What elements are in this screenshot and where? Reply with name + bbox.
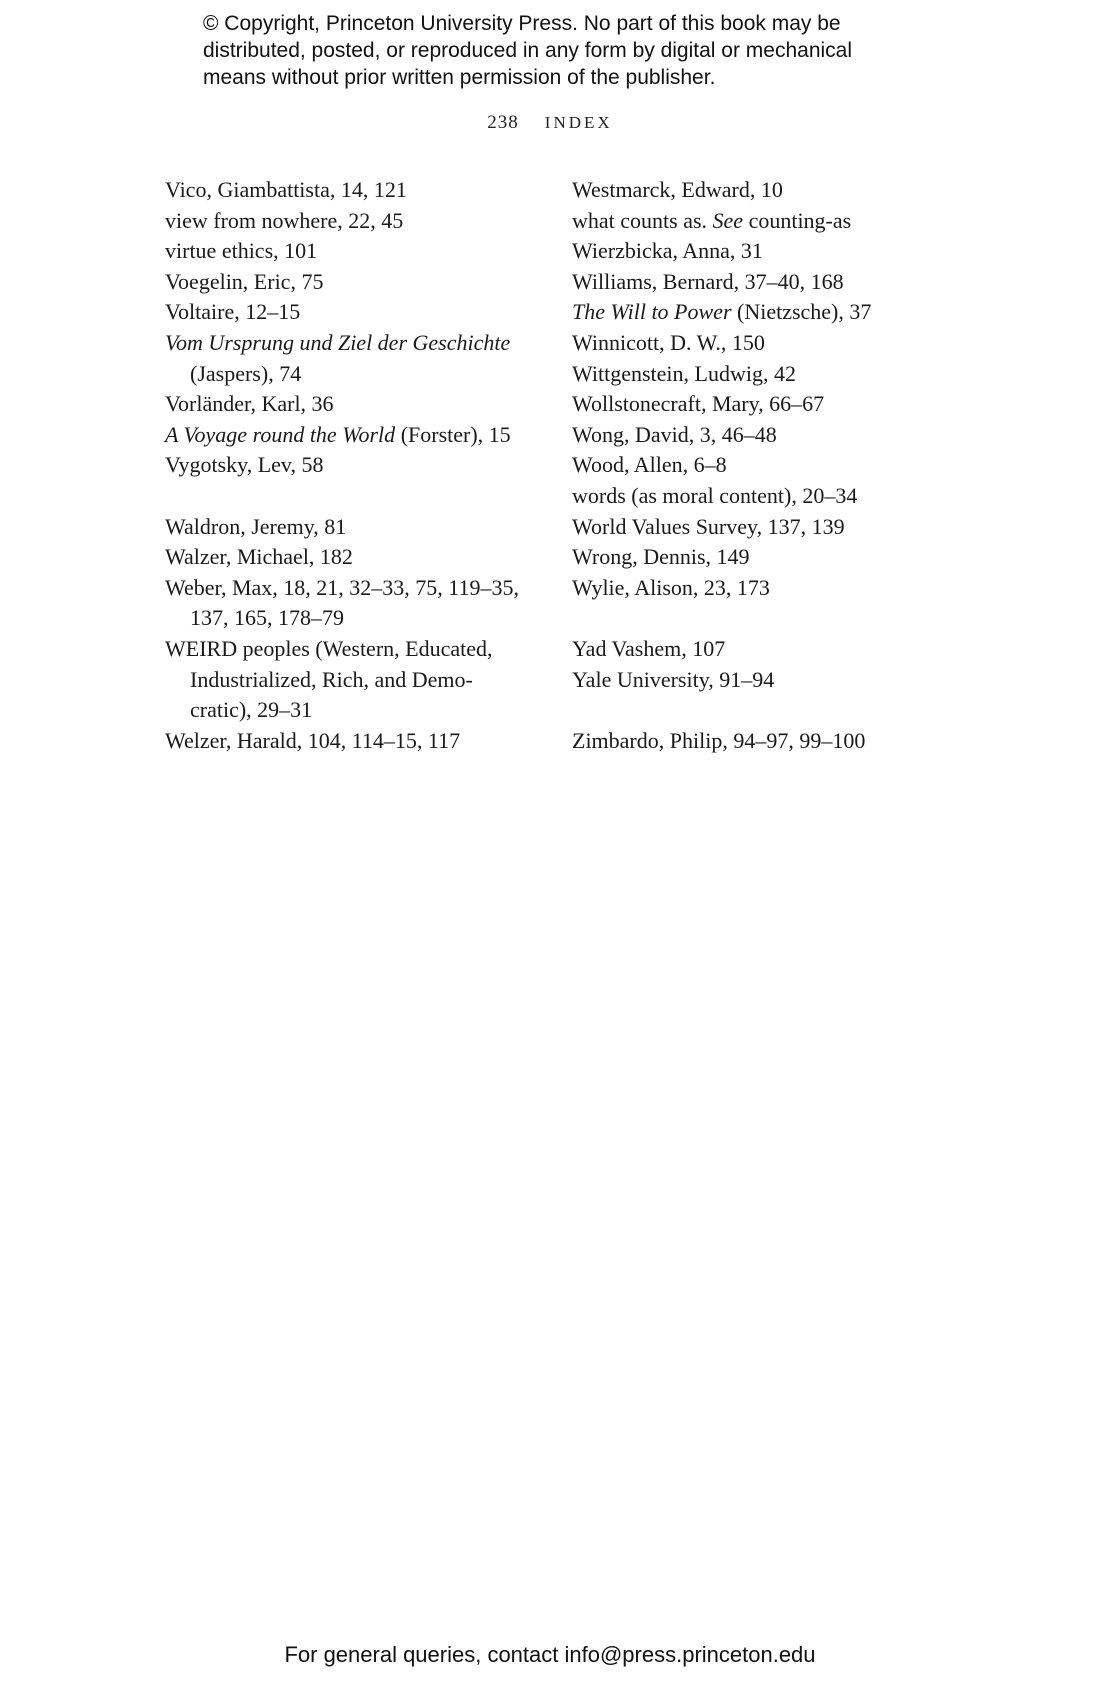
index-entry <box>572 297 952 328</box>
index-entry: Wierzbicka, Anna, 31 <box>572 238 763 264</box>
index-entry: Williams, Bernard, 37–40, 168 <box>572 268 844 294</box>
copyright-notice <box>203 10 923 91</box>
index-entry: Yad Vashem, 107 <box>572 635 726 661</box>
index-entry: Walzer, Michael, 182 <box>165 544 353 570</box>
index-entry: virtue ethics, 101 <box>165 238 318 264</box>
section-title: INDEX <box>544 113 613 132</box>
index-entry: Wood, Allen, 6–8 <box>572 452 727 478</box>
index-entry-continuation: Industrialized, Rich, and Demo- <box>190 666 473 692</box>
index-entry-title: The Will to Power <box>572 299 732 325</box>
see-reference: See <box>712 207 744 233</box>
index-entry: view from nowhere, 22, 45 <box>165 207 404 233</box>
index-entry: Weber, Max, 18, 21, 32–33, 75, 119–35, <box>165 574 519 600</box>
index-entry: Westmarck, Edward, 10 <box>572 177 783 202</box>
index-entry: WEIRD peoples (Western, Educated, <box>165 635 493 661</box>
index-entry: Waldron, Jeremy, 81 <box>165 513 347 539</box>
index-entry: words (as moral content), 20–34 <box>572 482 858 508</box>
index-entry-text: counting-as <box>743 207 852 233</box>
index-entry: Wylie, Alison, 23, 173 <box>572 574 770 600</box>
running-head <box>0 112 1100 134</box>
index-entry: Welzer, Harald, 104, 114–15, 117 <box>165 727 461 753</box>
index-entry-text: what counts as. <box>572 207 713 233</box>
index-entry: Wrong, Dennis, 149 <box>572 544 750 570</box>
copyright-line: means without prior written permission of the publisher. <box>203 66 716 89</box>
index-entry: Winnicott, D. W., 150 <box>572 329 765 355</box>
letter-group-gap <box>572 695 952 726</box>
letter-group-gap <box>165 481 540 512</box>
index-entry: World Values Survey, 137, 139 <box>572 513 845 539</box>
index-entry: Wong, David, 3, 46–48 <box>572 421 777 447</box>
letter-group-gap <box>572 603 952 634</box>
index-entry: Zimbardo, Philip, 94–97, 99–100 <box>572 727 866 753</box>
page-number: 238 <box>487 112 519 133</box>
index-entry <box>165 328 540 359</box>
index-entry: Vico, Giambattista, 14, 121 <box>165 177 407 202</box>
footer-contact: For general queries, contact info@press.princeton.edu <box>284 1642 816 1667</box>
index-entry <box>572 206 952 237</box>
index-entry-title: A Voyage round the World <box>165 421 396 447</box>
index-entry-title: Vom Ursprung und Ziel der Geschichte <box>165 329 511 355</box>
index-entry: Vygotsky, Lev, 58 <box>165 452 324 478</box>
index-entry-text: (Forster), 15 <box>395 421 511 447</box>
index-entry: Voegelin, Eric, 75 <box>165 268 324 294</box>
index-entry: Yale University, 91–94 <box>572 666 775 692</box>
copyright-line: © Copyright, Princeton University Press. No part of this book may be <box>203 12 841 35</box>
index-column-right <box>572 175 952 756</box>
copyright-line: distributed, posted, or reproduced in any form by digital or mechanical <box>203 39 853 62</box>
index-entry: Voltaire, 12–15 <box>165 299 301 325</box>
index-column-left <box>165 175 540 756</box>
index-entry-continuation: 137, 165, 178–79 <box>190 605 344 631</box>
index-entry-text: (Nietzsche), 37 <box>731 299 872 325</box>
index-entry-continuation: cratic), 29–31 <box>190 697 313 723</box>
index-entry <box>165 420 540 451</box>
index-entry: Wittgenstein, Ludwig, 42 <box>572 360 796 386</box>
index-entry: Vorländer, Karl, 36 <box>165 391 334 417</box>
index-entry: Wollstonecraft, Mary, 66–67 <box>572 391 825 417</box>
index-entry-continuation: (Jaspers), 74 <box>190 360 302 386</box>
